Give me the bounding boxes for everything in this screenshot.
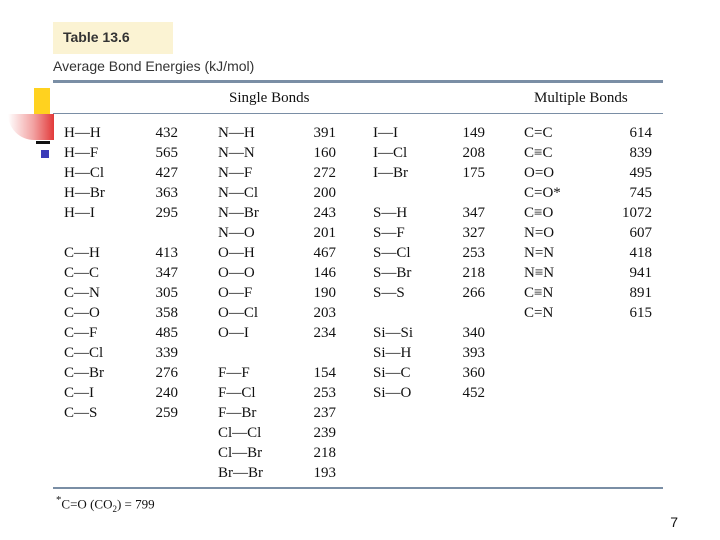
- bond-label: C—Br: [64, 365, 105, 381]
- bond-row: [218, 283, 338, 303]
- bond-row: [218, 143, 338, 163]
- bond-energy-value: 160: [313, 145, 336, 161]
- bond-row: [218, 363, 338, 383]
- bond-row: [524, 223, 654, 243]
- bond-energy-value: 201: [313, 225, 336, 241]
- bond-row: [218, 343, 338, 363]
- bond-label: N—F: [218, 165, 253, 181]
- bond-energy-value: 239: [313, 425, 336, 441]
- bond-energy-value: 363: [155, 185, 178, 201]
- bond-label: Br—Br: [218, 465, 263, 481]
- bond-energy-value: 327: [462, 225, 485, 241]
- footnote-text-prefix: C=O (CO: [61, 496, 113, 512]
- bond-row: [218, 243, 338, 263]
- table-bottom-rule: [53, 487, 663, 489]
- bond-row: [373, 183, 488, 203]
- bond-row: [524, 143, 654, 163]
- bond-label: C=C: [524, 125, 553, 141]
- bond-row: [524, 263, 654, 283]
- bond-row: [64, 203, 184, 223]
- bond-label: S—Br: [373, 265, 412, 281]
- bond-energy-value: 253: [313, 385, 336, 401]
- bond-label: C—H: [64, 245, 100, 261]
- bond-energy-value: 253: [462, 245, 485, 261]
- bond-energy-value: 272: [313, 165, 336, 181]
- bond-energy-value: 393: [462, 345, 485, 361]
- bond-energy-value: 347: [462, 205, 485, 221]
- bond-row: [373, 343, 488, 363]
- bond-energy-value: 391: [313, 125, 336, 141]
- table-header-rule: [53, 113, 663, 114]
- bond-label: Si—H: [373, 345, 412, 361]
- bond-label: I—Cl: [373, 145, 408, 161]
- table-top-rule: [53, 80, 663, 83]
- bond-label: C—N: [64, 285, 100, 301]
- bond-column-2: [218, 123, 338, 483]
- bond-row: [218, 223, 338, 243]
- bond-row: [64, 283, 184, 303]
- bond-energy-value: 243: [313, 205, 336, 221]
- bond-label: F—F: [218, 365, 250, 381]
- bond-column-1: [64, 123, 184, 423]
- bond-label: C—S: [64, 405, 98, 421]
- bond-label: C≡N: [524, 285, 554, 301]
- table-number-text: Table 13.6: [63, 29, 130, 45]
- bond-row: [64, 123, 184, 143]
- bond-label: Si—C: [373, 365, 411, 381]
- bond-energy-value: 266: [462, 285, 485, 301]
- bond-energy-value: 305: [155, 285, 178, 301]
- bond-energy-value: 218: [462, 265, 485, 281]
- bond-label: H—Br: [64, 185, 105, 201]
- bond-energy-value: 175: [462, 165, 485, 181]
- slide-decoration-black-bar: [36, 141, 50, 144]
- bond-label: H—I: [64, 205, 95, 221]
- bond-label: H—F: [64, 145, 99, 161]
- bond-label: N—H: [218, 125, 255, 141]
- bond-column-4: [524, 123, 654, 323]
- bond-row: [373, 283, 488, 303]
- bond-energy-value: 614: [629, 125, 652, 141]
- bond-row: [64, 303, 184, 323]
- bond-label: N—N: [218, 145, 255, 161]
- bond-label: S—H: [373, 205, 408, 221]
- bond-energy-value: 347: [155, 265, 178, 281]
- bond-label: C=O*: [524, 185, 561, 201]
- bond-row: [373, 123, 488, 143]
- bond-row: [64, 143, 184, 163]
- bond-label: O—I: [218, 325, 249, 341]
- bond-row: [524, 303, 654, 323]
- slide-decoration-blue-square: [41, 150, 49, 158]
- bond-row: [218, 263, 338, 283]
- footnote-marker: *: [56, 494, 62, 506]
- bond-label: F—Br: [218, 405, 257, 421]
- bond-energy-value: 154: [313, 365, 336, 381]
- bond-row: [373, 203, 488, 223]
- bond-label: Si—O: [373, 385, 412, 401]
- bond-energy-value: 200: [313, 185, 336, 201]
- bond-label: S—Cl: [373, 245, 411, 261]
- bond-energy-value: 360: [462, 365, 485, 381]
- bond-label: C≡O: [524, 205, 554, 221]
- slide-decoration-red-swoosh: [8, 114, 54, 140]
- bond-row: [218, 443, 338, 463]
- bond-row: [64, 163, 184, 183]
- bond-label: Cl—Br: [218, 445, 263, 461]
- bond-row: [373, 143, 488, 163]
- bond-label: N—Br: [218, 205, 259, 221]
- bond-energy-value: 259: [155, 405, 178, 421]
- bond-label: F—Cl: [218, 385, 256, 401]
- bond-energy-value: 607: [629, 225, 652, 241]
- bond-energy-value: 339: [155, 345, 178, 361]
- bond-label: O—Cl: [218, 305, 259, 321]
- bond-label: I—Br: [373, 165, 408, 181]
- bond-label: H—H: [64, 125, 101, 141]
- bond-energy-value: 218: [313, 445, 336, 461]
- bond-row: [373, 223, 488, 243]
- bond-row: [373, 263, 488, 283]
- bond-energy-value: 190: [313, 285, 336, 301]
- bond-row: [524, 183, 654, 203]
- bond-row: [373, 363, 488, 383]
- bond-energy-value: 418: [629, 245, 652, 261]
- bond-label: N—Cl: [218, 185, 259, 201]
- bond-energy-value: 495: [629, 165, 652, 181]
- bond-energy-value: 891: [629, 285, 652, 301]
- bond-label: H—Cl: [64, 165, 105, 181]
- table-footnote: [56, 494, 155, 514]
- bond-row: [218, 463, 338, 483]
- bond-label: Cl—Cl: [218, 425, 262, 441]
- bond-energy-value: 340: [462, 325, 485, 341]
- bond-row: [218, 383, 338, 403]
- page-number: 7: [670, 514, 678, 530]
- bond-row: [64, 363, 184, 383]
- bond-row: [64, 323, 184, 343]
- bond-energy-value: 234: [313, 325, 336, 341]
- bond-row: [64, 223, 184, 243]
- bond-label: I—I: [373, 125, 398, 141]
- table-number-label: [53, 22, 173, 54]
- bond-energy-value: 240: [155, 385, 178, 401]
- bond-row: [218, 423, 338, 443]
- bond-label: C—O: [64, 305, 100, 321]
- footnote-subscript: 2: [112, 503, 117, 514]
- multiple-bonds-header: Multiple Bonds: [534, 90, 628, 106]
- bond-row: [524, 243, 654, 263]
- bond-row: [524, 283, 654, 303]
- bond-energy-value: 565: [155, 145, 178, 161]
- bond-row: [64, 383, 184, 403]
- bond-label: C—Cl: [64, 345, 104, 361]
- footnote-text-suffix: ) = 799: [116, 496, 155, 512]
- bond-row: [373, 163, 488, 183]
- bond-row: [64, 243, 184, 263]
- bond-row: [64, 403, 184, 423]
- bond-energy-value: 1072: [622, 205, 652, 221]
- bond-label: N=O: [524, 225, 555, 241]
- bond-label: O—H: [218, 245, 255, 261]
- bond-energy-value: 193: [313, 465, 336, 481]
- bond-row: [524, 203, 654, 223]
- bond-label: O—F: [218, 285, 253, 301]
- bond-row: [218, 163, 338, 183]
- bond-energy-value: 467: [313, 245, 336, 261]
- bond-row: [373, 243, 488, 263]
- bond-row: [524, 123, 654, 143]
- bond-row: [64, 263, 184, 283]
- bond-label: C—C: [64, 265, 100, 281]
- single-bonds-header: Single Bonds: [229, 90, 310, 106]
- table-caption: Average Bond Energies (kJ/mol): [53, 58, 255, 74]
- bond-energy-value: 237: [313, 405, 336, 421]
- bond-energy-value: 413: [155, 245, 178, 261]
- bond-row: [373, 303, 488, 323]
- bond-row: [218, 203, 338, 223]
- bond-energy-value: 146: [313, 265, 336, 281]
- bond-energy-value: 358: [155, 305, 178, 321]
- bond-row: [218, 183, 338, 203]
- bond-row: [218, 123, 338, 143]
- bond-energy-value: 452: [462, 385, 485, 401]
- bond-label: S—F: [373, 225, 405, 241]
- bond-row: [218, 303, 338, 323]
- bond-label: C≡C: [524, 145, 553, 161]
- bond-row: [373, 383, 488, 403]
- bond-label: N=N: [524, 245, 555, 261]
- bond-label: C—I: [64, 385, 94, 401]
- bond-energy-value: 203: [313, 305, 336, 321]
- bond-row: [524, 163, 654, 183]
- bond-energy-value: 941: [629, 265, 652, 281]
- bond-row: [64, 343, 184, 363]
- bond-energy-value: 839: [629, 145, 652, 161]
- bond-energy-value: 295: [155, 205, 178, 221]
- bond-energy-value: 427: [155, 165, 178, 181]
- bond-energy-value: 276: [155, 365, 178, 381]
- bond-label: S—S: [373, 285, 405, 301]
- bond-label: C—F: [64, 325, 98, 341]
- bond-row: [218, 323, 338, 343]
- bond-energy-value: 208: [462, 145, 485, 161]
- bond-energy-value: 485: [155, 325, 178, 341]
- bond-label: O=O: [524, 165, 555, 181]
- bond-energy-value: 745: [629, 185, 652, 201]
- bond-energy-value: 432: [155, 125, 178, 141]
- bond-row: [64, 183, 184, 203]
- bond-label: O—O: [218, 265, 255, 281]
- bond-row: [373, 323, 488, 343]
- bond-energy-value: 149: [462, 125, 485, 141]
- bond-label: C=N: [524, 305, 554, 321]
- bond-column-3: [373, 123, 488, 403]
- bond-row: [218, 403, 338, 423]
- bond-label: N≡N: [524, 265, 555, 281]
- bond-label: N—O: [218, 225, 255, 241]
- bond-energy-value: 615: [629, 305, 652, 321]
- bond-label: Si—Si: [373, 325, 414, 341]
